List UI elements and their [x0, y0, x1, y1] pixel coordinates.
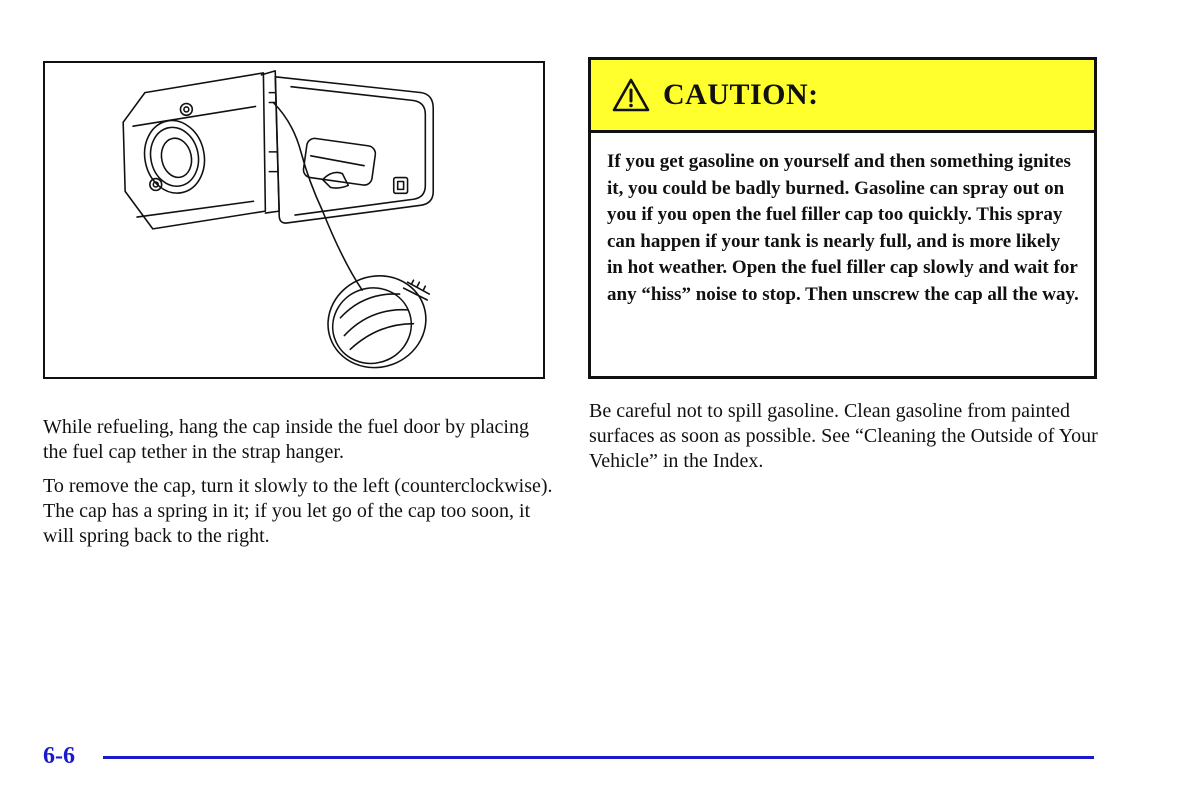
page-number: 6-6	[43, 743, 75, 769]
warning-triangle-icon	[611, 77, 651, 113]
fuel-cap-illustration	[43, 61, 545, 379]
caution-title: CAUTION:	[663, 78, 819, 111]
cap-removal-instructions: To remove the cap, turn it slowly to the left (counterclockwise). The cap has a spring in it; if you let go of the cap too soon, it will spring back to the right.	[43, 475, 553, 547]
caution-box	[588, 57, 1097, 379]
caution-text: If you get gasoline on yourself and then something ignites it, you could be badly burned. Gasoline can spray out on you if you open the fuel filler cap too quickly. This spray can happen if your tank is nearly full, and is more likely in hot weather. Open the fuel filler cap slowly and wait for any “hiss” noise to stop. Then unscrew the cap all the way.	[607, 151, 1079, 305]
footer-rule	[103, 756, 1094, 759]
caution-header	[591, 60, 1094, 133]
fuel-door-drawing	[45, 63, 543, 377]
spill-warning-text: Be careful not to spill gasoline. Clean gasoline from painted surfaces as soon as possible. See “Cleaning the Outside of Your Vehicle” in the Index.	[589, 400, 1098, 472]
refueling-instructions: While refueling, hang the cap inside the fuel door by placing the fuel cap tether in the strap hanger.	[43, 416, 529, 463]
